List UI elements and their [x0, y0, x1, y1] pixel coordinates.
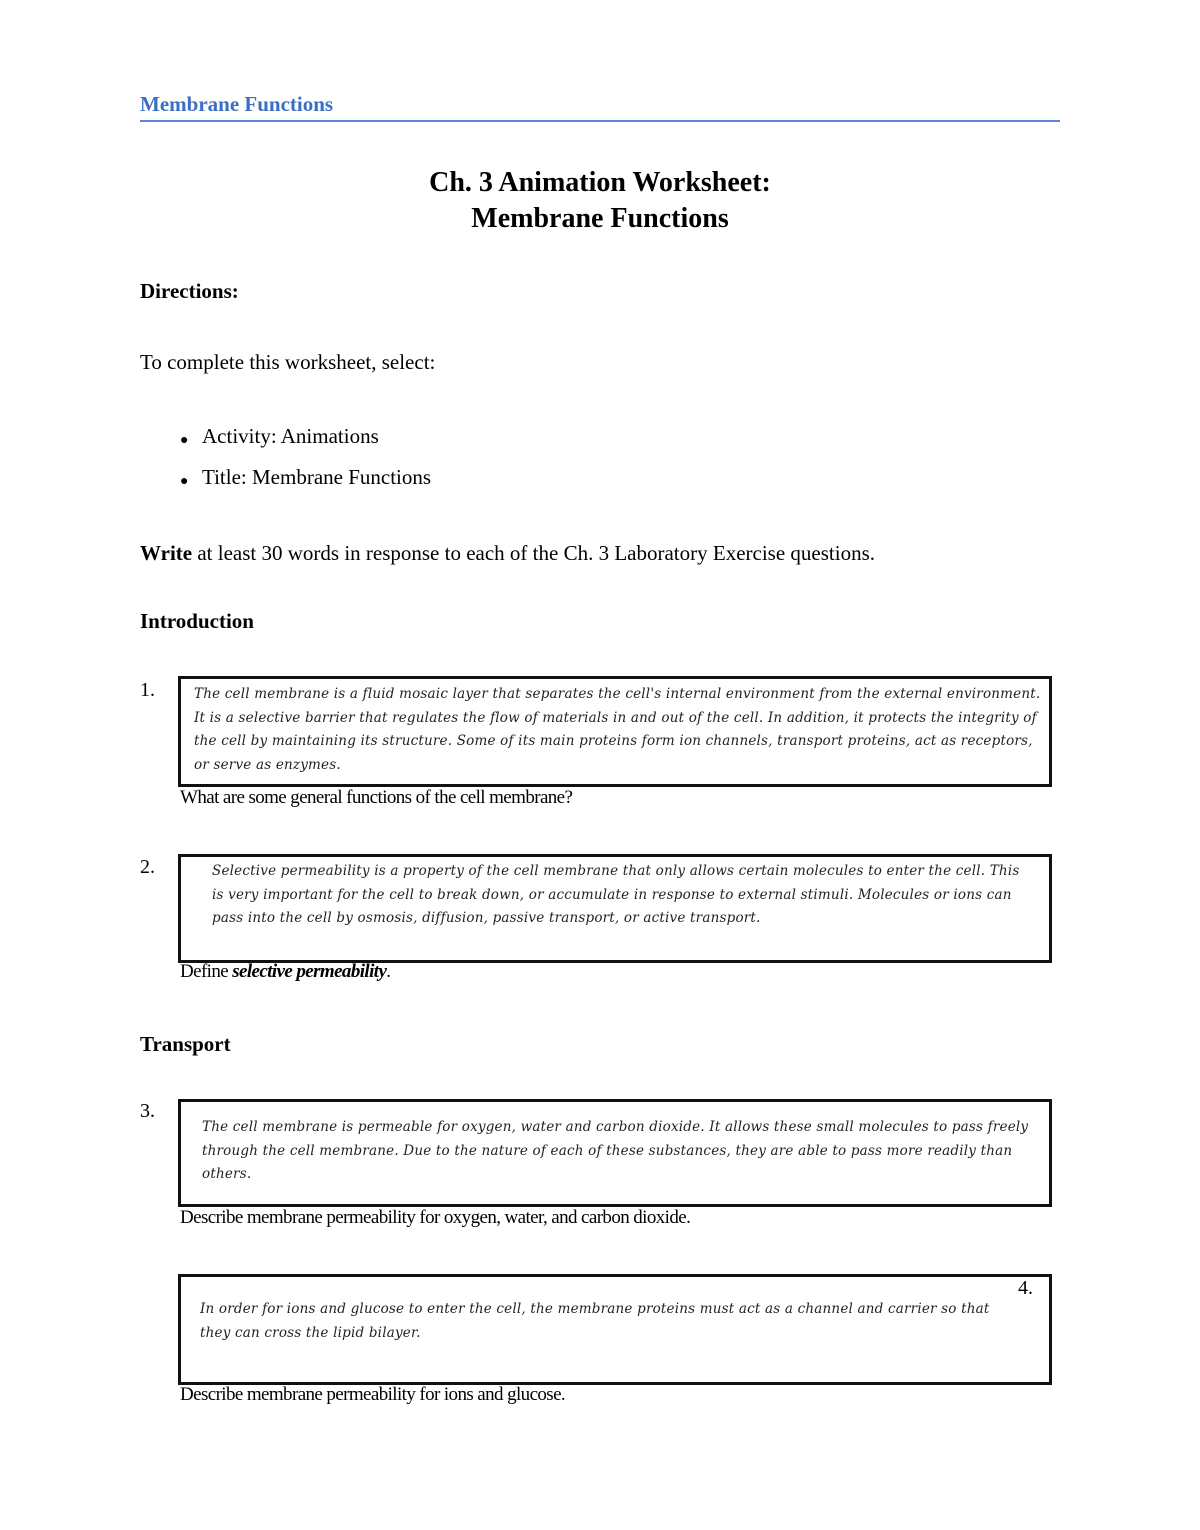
page-title [0, 165, 1200, 237]
directions-list [180, 422, 431, 504]
question-number: 3. [140, 1100, 155, 1122]
question-prompt-1: What are some general functions of the cell membrane? [180, 787, 573, 808]
question-prompt-3: Describe membrane permeability for oxygen, water, and carbon dioxide. [180, 1207, 691, 1228]
header-rule [140, 120, 1060, 122]
prompt-suffix: . [386, 961, 391, 982]
write-rest: at least 30 words in response to each of the Ch. 3 Laboratory Exercise questions. [192, 541, 875, 565]
answer-text-4: In order for ions and glucose to enter the cell, the membrane proteins must act as a channel and carrier so that they can cross the lipid bilayer. [200, 1301, 990, 1341]
directions-label: Directions: [140, 279, 239, 303]
prompt-prefix: Define [180, 961, 233, 982]
prompt-emphasis: selective permeability [232, 961, 387, 982]
question-prompt-4: Describe membrane permeability for ions and glucose. [180, 1384, 566, 1405]
answer-text-3: The cell membrane is permeable for oxygen, water and carbon dioxide. It allows these small molecules to pass freely through the cell membrane. Due to the nature of each of these substances, they are able to pass more readily than others. [202, 1119, 1029, 1182]
title-line-2: Membrane Functions [471, 203, 729, 234]
list-item-text: Activity: Animations [202, 424, 379, 448]
running-header: Membrane Functions [140, 92, 334, 116]
write-instruction [140, 541, 875, 566]
answer-text-2: Selective permeability is a property of the cell membrane that only allows certain molecules to enter the cell. This is very important for the cell to break down, or accumulate in response to external stimuli. Molecules or ions can pass into the cell by osmosis, diffusion, passive transport, or active transport. [212, 863, 1020, 926]
question-number: 4. [1018, 1277, 1033, 1299]
write-bold: Write [140, 541, 193, 565]
bullet-icon: ● [180, 433, 189, 448]
bullet-icon: ● [180, 474, 189, 489]
question-number: 1. [140, 679, 155, 701]
directions-intro: To complete this worksheet, select: [140, 350, 436, 374]
title-line-1: Ch. 3 Animation Worksheet: [429, 167, 771, 198]
list-item-text: Title: Membrane Functions [202, 465, 432, 489]
section-transport: Transport [140, 1032, 231, 1056]
answer-text-1: The cell membrane is a fluid mosaic layer that separates the cell's internal environment from the external environment. It is a selective barrier that regulates the flow of materials in and out of the cell. In addition, it protects the integrity of the cell by maintaining its structure. Some of its main proteins form ion channels, transport proteins, act as receptors, or serve as enzymes. [194, 686, 1041, 773]
question-number: 2. [140, 856, 155, 878]
question-prompt-2 [180, 961, 390, 983]
section-introduction: Introduction [140, 609, 254, 633]
list-item [180, 463, 431, 504]
list-item [180, 422, 431, 463]
